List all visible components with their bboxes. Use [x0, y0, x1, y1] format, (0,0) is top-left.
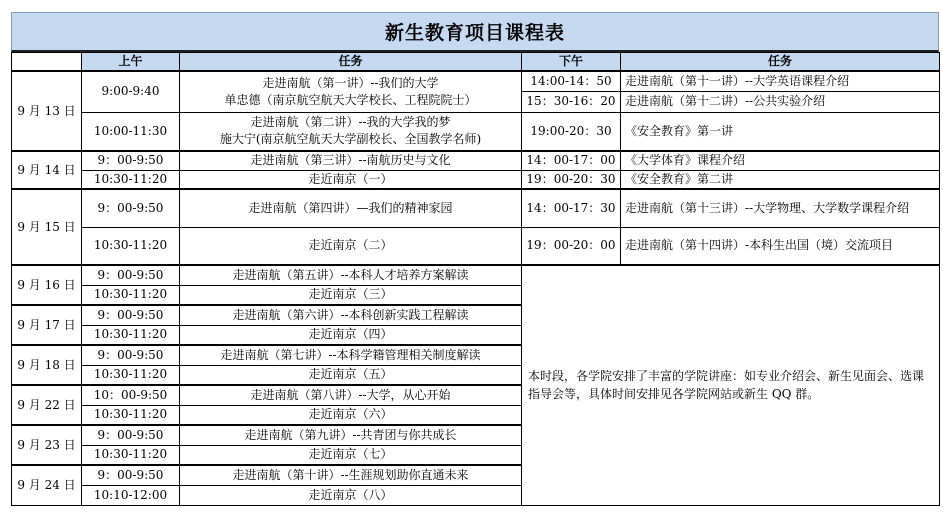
- date-cell: 9 月 18 日: [12, 345, 82, 385]
- am-task: 走进南航（第三讲）--南航历史与文化: [180, 151, 522, 170]
- am-time: 10:30-11:20: [82, 325, 180, 345]
- am-task: 走近南京（六）: [180, 405, 522, 425]
- am-time: 10:30-11:20: [82, 445, 180, 465]
- header-blank: [12, 53, 82, 72]
- am-task: 走进南航（第六讲）--本科创新实践工程解读: [180, 305, 522, 325]
- am-task: 走近南京（八）: [180, 485, 522, 505]
- date-cell: 9 月 13 日: [12, 71, 82, 151]
- pm-task: 《安全教育》第一讲: [621, 112, 940, 151]
- date-cell: 9 月 14 日: [12, 151, 82, 189]
- am-time: 9：00-9:50: [82, 345, 180, 365]
- table-row: [12, 112, 940, 151]
- am-task: 走近南京（七）: [180, 445, 522, 465]
- pm-time: 14：00-17：30: [522, 189, 621, 227]
- table-row: [12, 170, 940, 189]
- am-time: 9：00-9:50: [82, 425, 180, 445]
- am-task: 走进南航（第七讲）--本科学籍管理相关制度解读: [180, 345, 522, 365]
- date-cell: 9 月 15 日: [12, 189, 82, 265]
- header-row: [12, 53, 940, 72]
- pm-time: 19：00-20：00: [522, 227, 621, 265]
- table-row: [12, 189, 940, 227]
- am-time: 9：00-9:50: [82, 265, 180, 285]
- header-am-task: 任务: [180, 53, 522, 72]
- header-pm: 下午: [522, 53, 621, 72]
- table-row: [12, 227, 940, 265]
- header-am: 上午: [82, 53, 180, 72]
- am-task-line: 施大宁(南京航空航天大学副校长、全国教学名师): [219, 132, 482, 147]
- am-time: 10:30-11:20: [82, 365, 180, 385]
- pm-time: 14：00-17：00: [522, 151, 621, 170]
- pm-task: 《大学体育》课程介绍: [621, 151, 940, 170]
- am-task: [180, 71, 522, 112]
- table-row: [12, 71, 940, 91]
- date-cell: 9 月 16 日: [12, 265, 82, 305]
- pm-task: 走进南航（第十三讲）--大学物理、大学数学课程介绍: [621, 189, 940, 227]
- table-row: [12, 265, 940, 285]
- page-title: 新生教育项目课程表: [11, 12, 939, 52]
- am-task-line: 走进南航（第二讲）--我的大学我的梦: [250, 115, 451, 130]
- am-time: 10:30-11:20: [82, 227, 180, 265]
- am-time: 10：00-9:50: [82, 385, 180, 405]
- date-cell: 9 月 24 日: [12, 465, 82, 505]
- am-time: 9：00-9:50: [82, 151, 180, 170]
- am-time: 10:30-11:20: [82, 285, 180, 305]
- pm-time: 14:00-14：50: [522, 71, 621, 91]
- am-task-line: 走进南航（第一讲）--我们的大学: [262, 75, 439, 90]
- am-time: 9：00-9:50: [82, 305, 180, 325]
- am-task: 走进南航（第八讲）--大学，从心开始: [180, 385, 522, 405]
- pm-task: 走进南航（第十二讲）--公共实验介绍: [621, 91, 940, 112]
- am-time: 10:30-11:20: [82, 405, 180, 425]
- pm-task: 走进南航（第十四讲）-本科生出国（境）交流项目: [621, 227, 940, 265]
- am-task-line: 单忠德（南京航空航天大学校长、工程院院士）: [224, 92, 477, 107]
- header-pm-task: 任务: [621, 53, 940, 72]
- pm-task: 走进南航（第十一讲）--大学英语课程介绍: [621, 71, 940, 91]
- am-task: 走近南京（三）: [180, 285, 522, 305]
- am-task: 走进南航（第九讲）--共青团与你共成长: [180, 425, 522, 445]
- am-task: 走进南航（第十讲）--生涯规划助你直通未来: [180, 465, 522, 485]
- am-time: 9：00-9:50: [82, 465, 180, 485]
- am-task: 走近南京（五）: [180, 365, 522, 385]
- table-row: [12, 151, 940, 170]
- pm-time: 19:00-20：30: [522, 112, 621, 151]
- am-time: 9:00-9:40: [82, 71, 180, 112]
- am-task: 走进南航（第四讲）—我们的精神家园: [180, 189, 522, 227]
- am-time: 9：00-9:50: [82, 189, 180, 227]
- pm-task: 《安全教育》第二讲: [621, 170, 940, 189]
- am-task: 走近南京（一）: [180, 170, 522, 189]
- am-task: [180, 112, 522, 151]
- am-task: 走近南京（二）: [180, 227, 522, 265]
- date-cell: 9 月 22 日: [12, 385, 82, 425]
- schedule-sheet: [11, 12, 939, 506]
- am-task: 走进南航（第五讲）--本科人才培养方案解读: [180, 265, 522, 285]
- afternoon-note: 本时段，各学院安排了丰富的学院讲座：如专业介绍会、新生见面会、选课指导会等，具体时间安排见各学院网站或新生 QQ 群。: [522, 265, 940, 505]
- date-cell: 9 月 23 日: [12, 425, 82, 465]
- am-time: 10:00-11:30: [82, 112, 180, 151]
- schedule-table: [11, 52, 940, 506]
- pm-time: 19：00-20：30: [522, 170, 621, 189]
- date-cell: 9 月 17 日: [12, 305, 82, 345]
- am-task: 走近南京（四）: [180, 325, 522, 345]
- am-time: 10:30-11:20: [82, 170, 180, 189]
- pm-time: 15：30-16：20: [522, 91, 621, 112]
- am-time: 10:10-12:00: [82, 485, 180, 505]
